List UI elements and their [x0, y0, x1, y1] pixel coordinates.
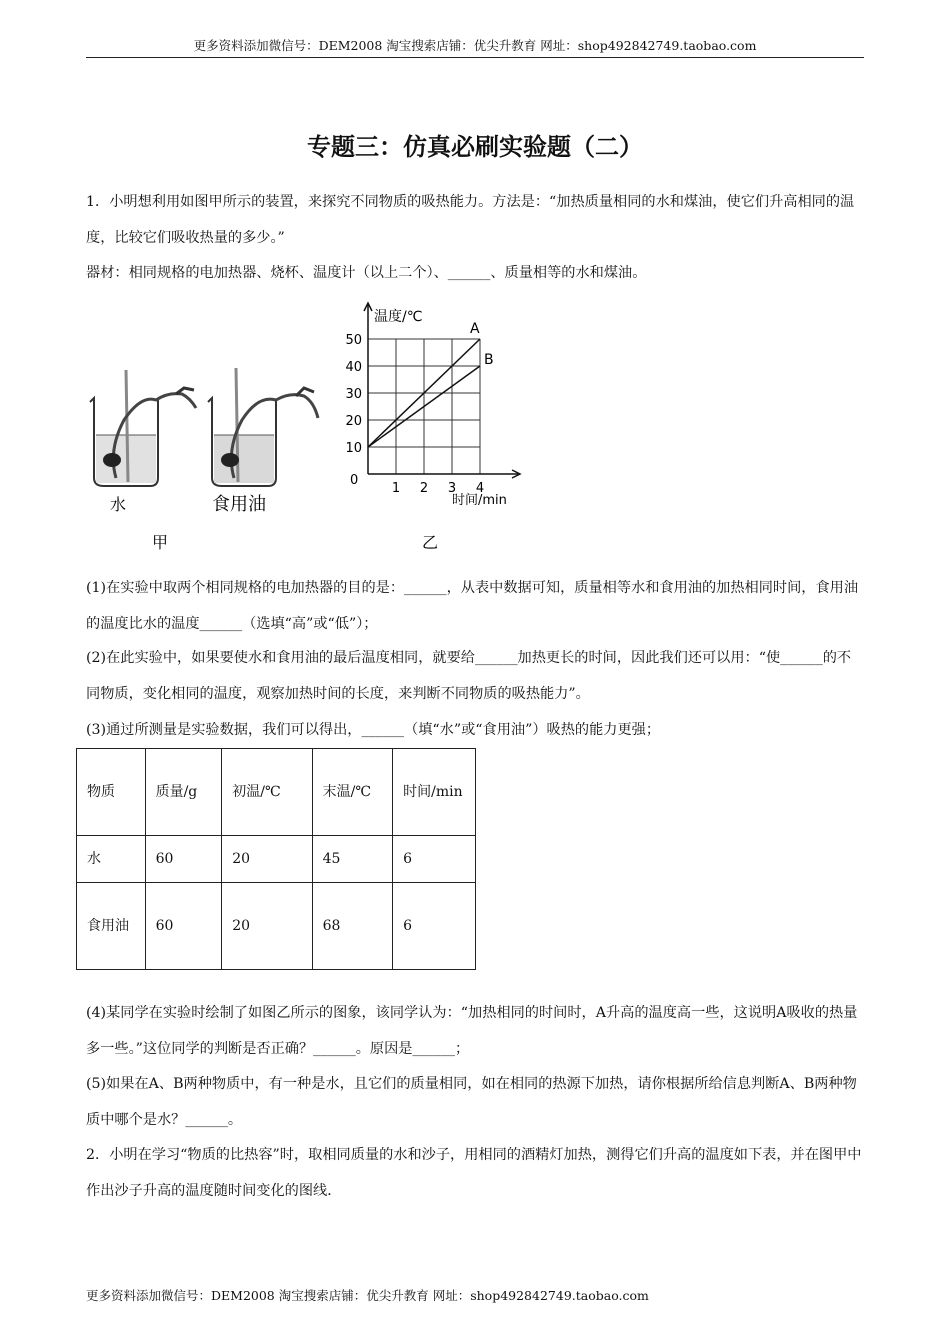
table-cell: 6 [393, 883, 476, 970]
y-tick-label: 20 [345, 414, 362, 429]
table-header: 末温/℃ [312, 749, 393, 836]
x-axis-label: 时间/min [452, 493, 507, 508]
table-cell: 水 [77, 836, 146, 883]
table-cell: 68 [312, 883, 393, 970]
beaker-oil-label: 食用油 [212, 494, 266, 515]
question-1-part-1: (1)在实验中取两个相同规格的电加热器的目的是：______，从表中数据可知，质量相等水和食用油的加热相同时间，食用油的温度比水的温度______（选填“高”或“低”）； [86, 580, 859, 632]
x-tick-label: 1 [391, 481, 401, 496]
table-header: 初温/℃ [222, 749, 312, 836]
table-cell: 60 [145, 836, 222, 883]
page-header: 更多资料添加微信号：DEM2008 淘宝搜索店铺：优尖升教育 网址：shop492842749.taobao.com [86, 36, 864, 58]
figure-caption-b: 乙 [422, 533, 439, 552]
y-axis-label: 温度/℃ [374, 309, 423, 325]
x-tick-label: 3 [447, 481, 457, 496]
table-header-row [77, 749, 476, 836]
series-label-B: B [484, 352, 494, 368]
question-1-part-3: (3)通过所测量是实验数据，我们可以得出，______（填“水”或“食用油”）吸热的能力更强； [86, 722, 661, 738]
experiment-figure [86, 300, 526, 560]
question-2-intro: 2．小明在学习“物质的比热容”时，取相同质量的水和沙子，用相同的酒精灯加热，测得它们升高的温度如下表，并在图甲中作出沙子升高的温度随时间变化的图线． [86, 1147, 862, 1199]
question-1-intro: 1．小明想利用如图甲所示的装置，来探究不同物质的吸热能力。方法是：“加热质量相同的水和煤油，使它们升高相同的温度，比较它们吸收热量的多少。” [86, 194, 855, 246]
beaker-water-image [90, 370, 196, 486]
question-1-part-2: (2)在此实验中，如果要使水和食用油的最后温度相同，就要给______加热更长的时间，因此我们还可以用：“使______的不同物质，变化相同的温度，观察加热时间的长度，来判断不同物质的吸热能力”。 [86, 650, 852, 702]
x-tick-label: 2 [419, 481, 429, 496]
table-cell: 60 [145, 883, 222, 970]
question-1-equipment: 器材：相同规格的电加热器、烧杯、温度计（以上二个）、______、质量相等的水和煤油。 [86, 265, 647, 281]
series-label-A: A [470, 321, 480, 337]
table-header: 质量/g [145, 749, 222, 836]
table-cell: 6 [393, 836, 476, 883]
data-table [76, 748, 476, 970]
table-row [77, 836, 476, 883]
temperature-time-chart [345, 303, 520, 508]
origin-label: 0 [350, 473, 359, 488]
y-tick-label: 40 [345, 360, 362, 375]
table-header: 时间/min [393, 749, 476, 836]
page-title: 专题三：仿真必刷实验题（二） [307, 133, 643, 161]
question-1-part-4: (4)某同学在实验时绘制了如图乙所示的图象，该同学认为：“加热相同的时间时，A升高的温度高一些，这说明A吸收的热量多一些。”这位同学的判断是否正确？______。原因是______； [86, 1005, 858, 1057]
y-tick-label: 10 [345, 441, 362, 456]
y-tick-label: 50 [345, 333, 362, 348]
y-tick-label: 30 [345, 387, 362, 402]
page-footer: 更多资料添加微信号：DEM2008 淘宝搜索店铺：优尖升教育 网址：shop492842749.taobao.com [86, 1288, 649, 1303]
table-cell: 45 [312, 836, 393, 883]
table-row [77, 883, 476, 970]
beaker-water-label: 水 [110, 495, 127, 514]
table-cell: 20 [222, 883, 312, 970]
figure-caption-a: 甲 [152, 533, 169, 552]
table-header: 物质 [77, 749, 146, 836]
table-cell: 食用油 [77, 883, 146, 970]
question-1-part-5: (5)如果在A、B两种物质中，有一种是水，且它们的质量相同，如在相同的热源下加热，请你根据所给信息判断A、B两种物质中哪个是水？______。 [86, 1076, 857, 1128]
beaker-oil-image [208, 368, 318, 486]
x-tick-label: 4 [475, 481, 485, 496]
table-cell: 20 [222, 836, 312, 883]
